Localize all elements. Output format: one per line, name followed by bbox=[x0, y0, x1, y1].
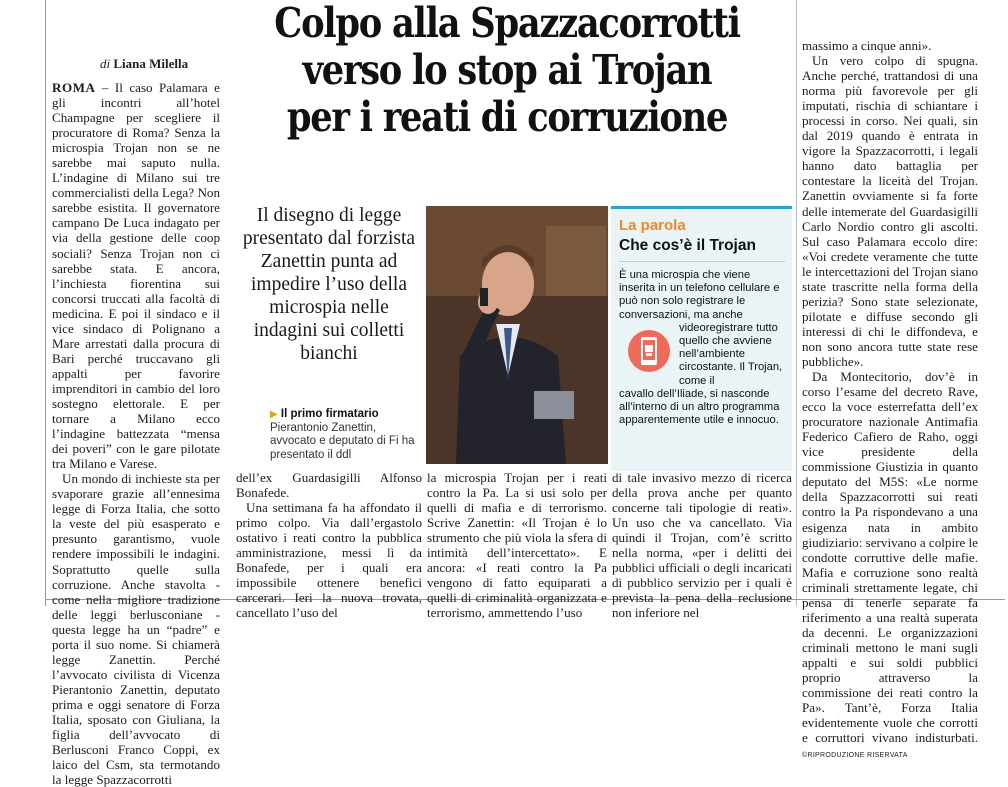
copyright-notice: ©RIPRODUZIONE RISERVATA bbox=[802, 752, 908, 760]
article-column-4 bbox=[612, 470, 792, 620]
deck: Il disegno di legge presentato dal forzista Zanettin punta ad impedire l’uso della microspia nelle indagini sui colletti bianchi bbox=[242, 205, 416, 364]
headline-line-1: Colpo alla Spazzacorrotti bbox=[274, 0, 740, 47]
headline-line-3: per i reati di corruzione bbox=[286, 93, 728, 141]
article-column-5 bbox=[802, 38, 978, 763]
headline-line-2: verso lo stop ai Trojan bbox=[302, 46, 712, 94]
caption-marker-icon: ▶ bbox=[270, 409, 278, 420]
box-text: È una microspia che viene inserita in un telefono cellulare e può non solo registrare le conversazioni, ma anche videoregistrare tutto quello che avviene nell’ambiente circostante. Il Trojan, come il cavallo dell’Iliade, si nasconde all’interno di un altro programma apparentemente utile e innocuo. bbox=[619, 269, 783, 427]
caption-title: Il primo firmatario bbox=[280, 408, 379, 420]
box-title: Che cos’è il Trojan bbox=[619, 237, 756, 254]
article-column-2 bbox=[236, 470, 422, 620]
phone-bug-icon bbox=[627, 329, 671, 373]
paragraph: la microspia Trojan per i reati contro la Pa. La si usi solo per quelli di mafia e di terrorismo. Scrive Zanettin: «Il Trojan è lo strumento che più viola la sfera di intimità dell’intercettato». E ancora: «I reati contro la Pa vengono di fatto equiparati a quelli di criminalità organizzata e terrorismo, ammettendo l’uso bbox=[427, 470, 607, 621]
article-column-3 bbox=[427, 470, 607, 620]
byline-author: Liana Milella bbox=[113, 56, 189, 71]
paragraph: massimo a cinque anni». bbox=[802, 38, 932, 53]
paragraph: di tale invasivo mezzo di ricerca della prova anche per quanto concerne tali tipologie di reati». Un uso che va cancellato. Via quindi il Trojan, com’è scritto nella norma, «per i delitti dei pubblici ufficiali o degli incaricati di pubblico servizio per i quali è prevista la pena della reclusione non inferiore nel bbox=[612, 470, 792, 621]
portrait-illustration bbox=[426, 206, 608, 464]
sidebar-box bbox=[611, 206, 792, 471]
column-rule-right bbox=[796, 0, 797, 606]
dateline: ROMA bbox=[52, 80, 96, 95]
photo-caption bbox=[270, 408, 420, 462]
paragraph: Un mondo di inchieste sta per svaporare grazie all’ennesima legge di Forza Italia, che sotto la veste del più esasperato e presunto garantismo, vuole rendere impossibili le indagini. Soprattutto quelle sulla corruzione. Anche stavolta - come nella migliore tradizione delle leggi berlusconiane - questa legge ha un “padre” e porta il suo nome. Si chiamerà legge Zanettin. Perché l’avvocato civilista di Vicenza Pierantonio Zanettin, deputato prima e oggi senatore di Forza Italia, sposato con Giuliana, la figlia dell’avvocato di Berlusconi Franco Coppi, ex laico del Csm, sta termotando la legge Spazzacorrotti bbox=[52, 471, 220, 787]
paragraph: ROMA – Il caso Palamara e gli incontri all’hotel Champagne per scegliere il procuratore di Roma? Senza la microspia Trojan non se ne sarebbe mai saputo nulla. L’indagine di Milano sui tre commercialisti della Lega? Non sarebbe esistita. Il governatore campano De Luca indagato per via della gestione delle coop sociali? Senza Trojan non ci sarebbe stata. E ancora, l’inchiesta fiorentina sui concorsi truccati alla facoltà di medicina. E poi il sindaco e il vice sindaco di Polignano a Mare arrestati dalla procura di Bari perché truccavano gli appalti per favorire imprenditori in cambio del loro sostegno elettorale. E per tornare a Milano ecco l’indagine battezzata “mensa dei poveri” con le gare pilotate tra Milano e Varese. bbox=[52, 80, 220, 472]
byline-prefix: di bbox=[100, 56, 111, 71]
paragraph: Una settimana fa ha affondato il primo colpo. Via dall’ergastolo ostativo i reati contro la pubblica amministrazione, messi lì da Bonafede, per i quali era impossibile ottenere benefici carcerari. Ieri la nuova trovata, cancellato l’uso del bbox=[236, 500, 422, 621]
paragraph: Da Montecitorio, dov’è in corso l’esame del decreto Rave, ecco la voce esterrefatta dell’ex procuratore nazionale Antimafia Federico Cafiero de Raho, oggi vice presidente della commissione Giustizia in quanto deputato del M5S: «Le norme della Spazzacorrotti sui reati contro la Pa rispondevano a una esigenza nata in ambito giudiziario: servivano a colpire le condotte corruttive delle mafie. Mafia e corruzione sono realtà criminali strettamente legate, chi pensa di tenerle separate fa riferimento a una realtà superata da decenni. Le organizzazioni criminali mettono le mani sugli appalti e sui soldi pubblici proprio attraverso la commissione dei reati contro la Pa». Tant’è, Forza Italia evidentemente vuole che corrotti e corruttori vivano indisturbati. ©RIPRODUZIONE RISERVATA bbox=[802, 369, 978, 760]
paragraph: dell’ex Guardasigilli Alfonso Bonafede. bbox=[236, 470, 422, 501]
box-kicker: La parola bbox=[619, 217, 686, 234]
article-column-1 bbox=[52, 80, 220, 787]
byline bbox=[100, 56, 188, 72]
box-divider bbox=[619, 261, 785, 262]
paragraph: Un vero colpo di spugna. Anche perché, trattandosi di una norma più favorevole per gli imputati, rischia di schiantare i processi in corso. Nei quali, sin dal 2019 quando è entrata in vigore la Spazzacorrotti, i legali hanno dato battaglia per contestare la liceità del Trojan. Zanettin ovviamente si fa forte delle intemerate del Guardasigilli Carlo Nordio contro gli ascolti. Sul caso Palamara eccolo dire: «Voi credete veramente che tutte le intercettazioni del Trojan siano state trascritte nella forma della perizia? Sono state selezionate, pilotate e diffuse secondo gli interessi di chi le diffondeva, e non sono ancora tutte state rese pubbliche». bbox=[802, 53, 978, 369]
headline bbox=[262, 0, 752, 141]
left-page-rule bbox=[45, 0, 46, 606]
caption-text: Pierantonio Zanettin, avvocato e deputato di Fi ha presentato il ddl bbox=[270, 421, 415, 461]
photo-zanettin bbox=[426, 206, 608, 464]
